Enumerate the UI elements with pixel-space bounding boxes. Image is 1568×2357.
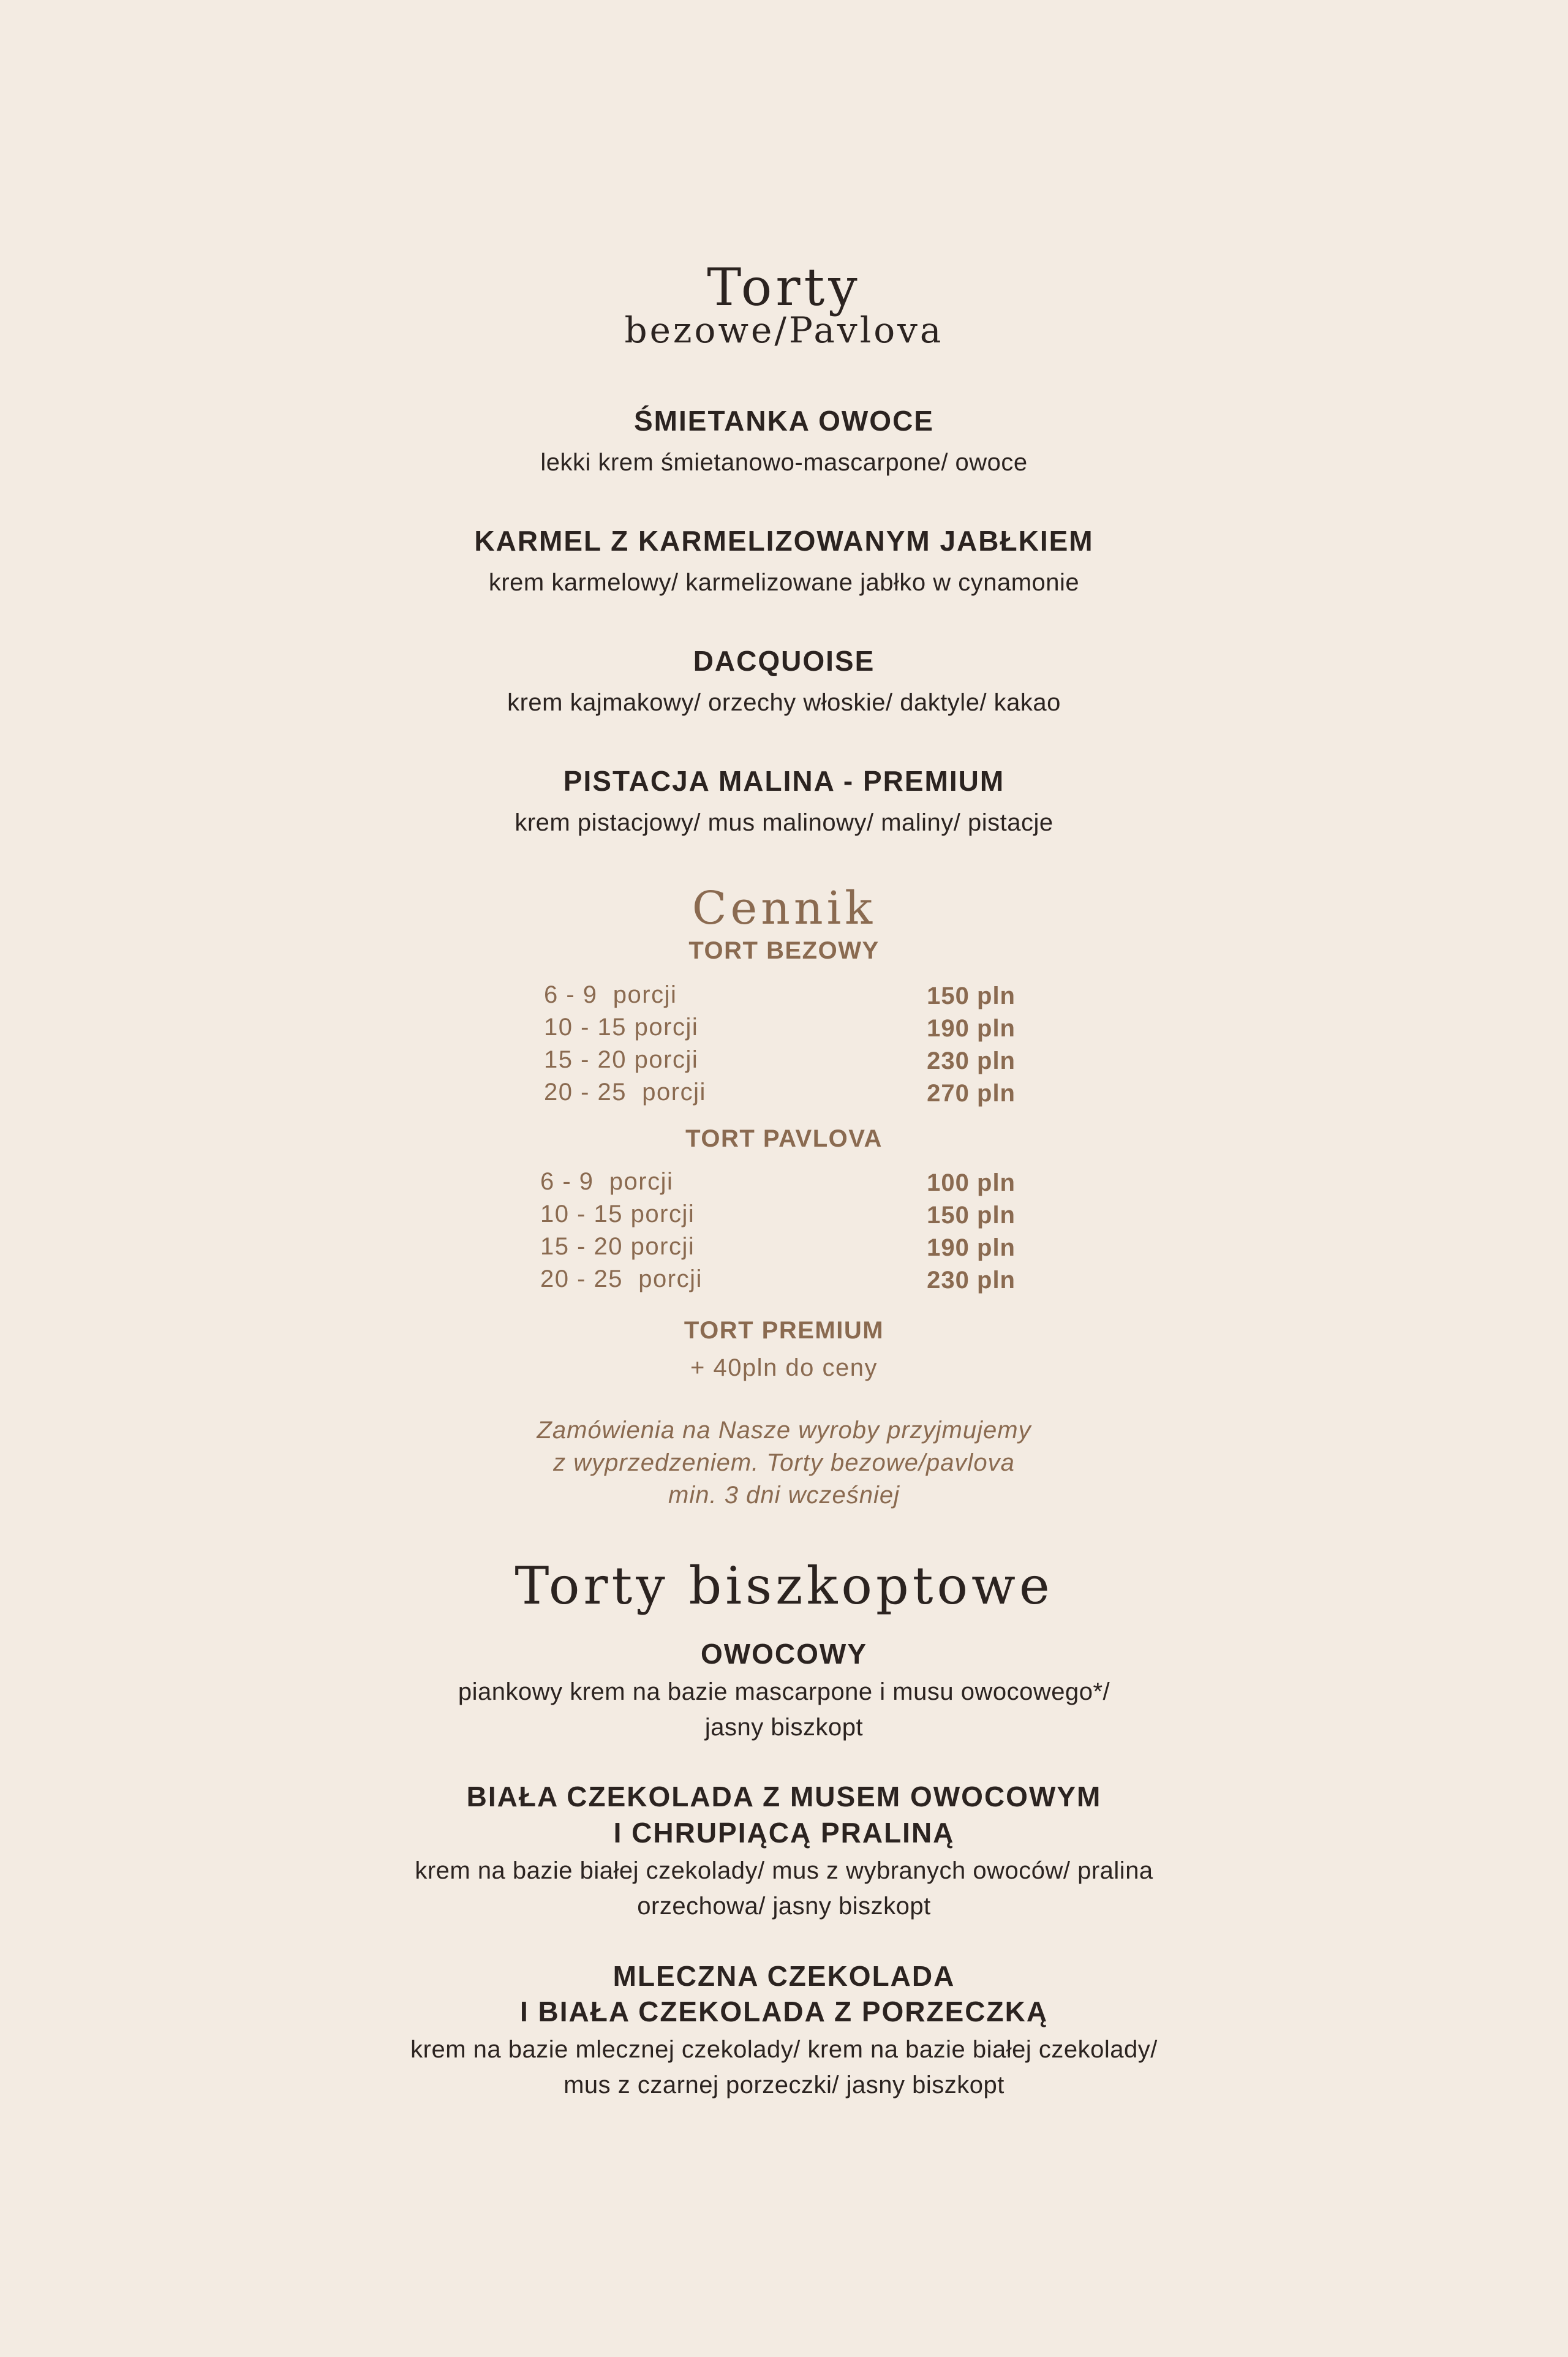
menu-item-desc: krem pistacjowy/ mus malinowy/ maliny/ pistacje	[514, 809, 1054, 836]
price-row-value: 150 pln	[927, 982, 1016, 1009]
menu-item-desc: krem na bazie mlecznej czekolady/ krem na bazie białej czekolady/	[410, 2036, 1158, 2063]
section-subtitle-meringue: bezowe/Pavlova	[624, 309, 944, 351]
price-row-label: 6 - 9 porcji	[544, 981, 677, 1008]
price-heading-bezowy: TORT BEZOWY	[688, 937, 880, 964]
price-row-label: 15 - 20 porcji	[544, 1046, 699, 1073]
section-title-meringue: Torty	[707, 257, 861, 317]
menu-item-desc: jasny biszkopt	[704, 1714, 864, 1741]
menu-item-name: ŚMIETANKA OWOCE	[634, 405, 934, 437]
section-title-sponge: Torty biszkoptowe	[514, 1556, 1054, 1616]
order-note-line: z wyprzedzeniem. Torty bezowe/pavlova	[553, 1449, 1015, 1476]
price-row-value: 270 pln	[927, 1080, 1016, 1107]
menu-item-name: KARMEL Z KARMELIZOWANYM JABŁKIEM	[474, 525, 1094, 557]
price-row-label: 20 - 25 porcji	[540, 1265, 703, 1292]
menu-item-name: OWOCOWY	[700, 1638, 868, 1670]
price-row-value: 230 pln	[927, 1047, 1016, 1074]
menu-item-name: DACQUOISE	[693, 645, 875, 677]
menu-item-desc: krem karmelowy/ karmelizowane jabłko w cynamonie	[488, 569, 1080, 596]
menu-item-name: PISTACJA MALINA - PREMIUM	[563, 765, 1005, 797]
price-row-value: 190 pln	[927, 1015, 1016, 1042]
price-row-label: 20 - 25 porcji	[544, 1079, 706, 1106]
price-heading-pavlova: TORT PAVLOVA	[685, 1125, 883, 1152]
price-row-label: 15 - 20 porcji	[540, 1233, 695, 1260]
price-row-value: 190 pln	[927, 1234, 1016, 1261]
menu-item-name: I CHRUPIĄCĄ PRALINĄ	[613, 1817, 955, 1849]
menu-item-desc: krem na bazie białej czekolady/ mus z wybranych owoców/ pralina	[415, 1857, 1153, 1884]
menu-item-desc: mus z czarnej porzeczki/ jasny biszkopt	[564, 2072, 1005, 2099]
order-note-line: Zamówienia na Nasze wyroby przyjmujemy	[537, 1417, 1031, 1444]
menu-item-desc: piankowy krem na bazie mascarpone i musu owocowego*/	[458, 1678, 1110, 1705]
menu-item-desc: orzechowa/ jasny biszkopt	[637, 1893, 931, 1920]
menu-item-name: I BIAŁA CZEKOLADA Z PORZECZKĄ	[519, 1996, 1049, 2027]
menu-item-name: BIAŁA CZEKOLADA Z MUSEM OWOCOWYM	[466, 1781, 1102, 1812]
price-row-label: 10 - 15 porcji	[544, 1014, 699, 1041]
price-row-label: 10 - 15 porcji	[540, 1201, 695, 1228]
premium-surcharge: + 40pln do ceny	[690, 1354, 878, 1381]
price-row-value: 100 pln	[927, 1169, 1016, 1196]
price-heading-premium: TORT PREMIUM	[684, 1317, 884, 1344]
pricing-title: Cennik	[692, 882, 876, 935]
menu-item-desc: krem kajmakowy/ orzechy włoskie/ daktyle/ kakao	[507, 689, 1061, 716]
price-row-value: 230 pln	[927, 1267, 1016, 1294]
menu-item-desc: lekki krem śmietanowo-mascarpone/ owoce	[540, 449, 1028, 476]
price-row-label: 6 - 9 porcji	[540, 1168, 674, 1195]
price-row-value: 150 pln	[927, 1202, 1016, 1229]
menu-item-name: MLECZNA CZEKOLADA	[612, 1960, 956, 1992]
order-note-line: min. 3 dni wcześniej	[668, 1482, 900, 1509]
